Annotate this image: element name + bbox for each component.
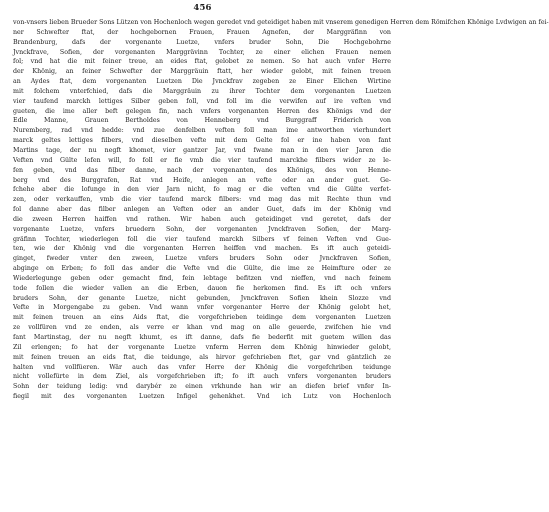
page-number: 456 [193,3,212,13]
text-line: fchehe aber die lofunge in den vier Jarn nicht, fo mag er die veften vnd die Gülte verfet- [13,186,391,194]
text-line: mit feinen treuen an eids ftat, die teidunge, als hirvor gefchrieben ftet, gar vnd gäntzlich ze [13,353,391,361]
text-line: gräfinn Tochter, wiederlegen foll die vier taufend marckh Silbers vf feinen Veften vnd Gue- [13,235,391,243]
text-line: Jvnckfrave, Sofien, der vorgenanten Marggrävinn Tochter, ze einer elichen Frauen nemen [13,48,391,56]
text-line: fiegil mit des vorgenanten Luetzen Infigel gehenkhet. Vnd ich Lutz von Hochenloch [13,393,391,401]
text-line: Veften vnd Gülte lefen will, fo foll er fie vmb die vier taufend marckhe filbers wider ze le- [13,156,391,164]
text-line: ner Schwefter ftat, der hochgebornen Frauen, Frauen Agnefen, der Marggräfinn von [13,28,391,36]
text-line: vier taufend marckh lettiges Silber geben foll, vnd foll im die verwifen auf ire veften vnd [13,97,391,105]
text-line: Sohn der teidung ledig: vnd darybér ze einen vrkhunde han wir an diefen brief vnfer In- [13,383,391,391]
text-line: der Khönig, an feiner Schwefter der Marggräuin ftatt, her wieder gelobt, mit feinen treuen [13,68,391,76]
text-line: an Aydes ftat, dem vorgenanten Luetzen Die Jvnckfrav zegeben ze Einer Elichen Wirtine [13,78,391,86]
text-line: Nuremberg, rad vnd hedde: vnd zue denfelben veften foll man ime antworthen vierhundert [13,127,391,135]
text-line: ginget, fweder vnter den zween, Luetze vnfers bruders Sohn oder Jvnckfraven Sofien, [13,255,391,263]
text-line: berg vnd des Burggrafen, Rat vnd Heife, anlegen an vefte oder an ander guet. Ge- [13,176,391,184]
text-line: vorgenante Luetze, vnfers bruedern Sohn, der vorgenanten Jvnckfraven Sofien, der Marg- [13,225,391,233]
text-line: fol danne aber das filber anlegen an Veften oder an ander Guet, dafs im der Khönig vnd [13,206,391,214]
text-line: mit folchem vnterfchied, dafs die Marggräuin zu ihrer Tochter dem vorgenanten Luetzen [13,87,391,95]
text-line: ten, wie der Khönig vnd die vorgenanten Herren heiffen vnd machen. Es ift auch geteidi- [13,245,391,253]
text-line: tode follen die wieder vallen an die Erben, dauon fie herkomen find. Es ift och vnfers [13,284,391,292]
text-line: ze vollfüren vnd ze enden, als verre er khan vnd mag on alle geuerde, zwifchen hie vnd [13,324,391,332]
text-line: nicht vollefürte in dem Ziel, als vorgefchrieben ift; fo ift auch vnfers vorgenanten bruders [13,373,391,381]
text-line: abginge on Erben; fo foll das ander die Vefte vnd die Gülte, die ime ze Heimfture oder ze [13,265,391,273]
text-line: Edle Manne, Grauen Bertholdes von Henneberg vnd Burggraff Friderich von [13,117,391,125]
text-line: fol; vnd hat die mit feiner treue, an eides ftat, gelobet ze nemen. So hat auch vnfer Herre [13,58,391,66]
text-line: bruders Sohn, der genante Luetze, nicht gebunden, Jvnckfraven Sofien khein Slozze vnd [13,294,391,302]
text-line: von-vnsers lieben Brueder Sons Lützen von Hochenloch wegen geredet vnd geteidiget haben mit vnserem genedigen Herren dem Römifchen Khönige Lvdwigen an fei- [13,19,549,26]
body-text [13,18,549,402]
text-line: zen, oder verkauffen, vmb die vier taufend marck filbers: vnd mag das mit Rechte thun vnd [13,196,391,204]
text-line: mit feinen treuen an eins Aids ftat, die vorgefchrieben teidinge dem vorgenanten Luetzen [13,314,391,322]
text-line: halten vnd vollfüeren. Wär auch das vnfer Herre der Khönig die vorgefchriben teidunge [13,363,391,371]
text-line: Vefte in Morgengabe zu geben. Vnd wann vnfer vorgenanter Herre der Khönig gelobt het, [13,304,391,312]
text-line: Brandenburg, dafs der vorgenante Luetze, vnfers bruder Sohn, Die Hochgebohrne [13,38,391,46]
text-line: Martins tage, der nu negft khomet, vier gantzer Jar, vnd fwane man in den vier Jaren die [13,146,391,154]
text-line: die zween Herren haiffen vnd rathen. Wir haben auch geteidinget vnd geretet, dafs der [13,215,391,223]
text-line: Wiederlegunge geben oder gemacht find, fein lebtage befitzen vnd nieffen, vnd nach feinem [13,274,391,282]
text-line: gueten, die ime aller beft gelegen fin, nach vnfers vorgenanten Herren des Khönigs vnd der [13,107,391,115]
text-line: Zil erlengen; fo hat der vorgenante Luetze vnferm Herren dem Khönig hinwieder gelobt, [13,343,391,351]
text-line: marck geltes lettiges filbers, vnd dieselben vefte mit dem Gelte fol er ine haben von fant [13,137,391,145]
text-line: fant Martinstag, der nu negft khumt, es ift danne, dafs fie bederfit mit guetem willen das [13,334,391,341]
text-line: fen geben, vnd das filber danne, nach der vorgenanten, des Khönigs, des von Henne- [13,166,391,174]
